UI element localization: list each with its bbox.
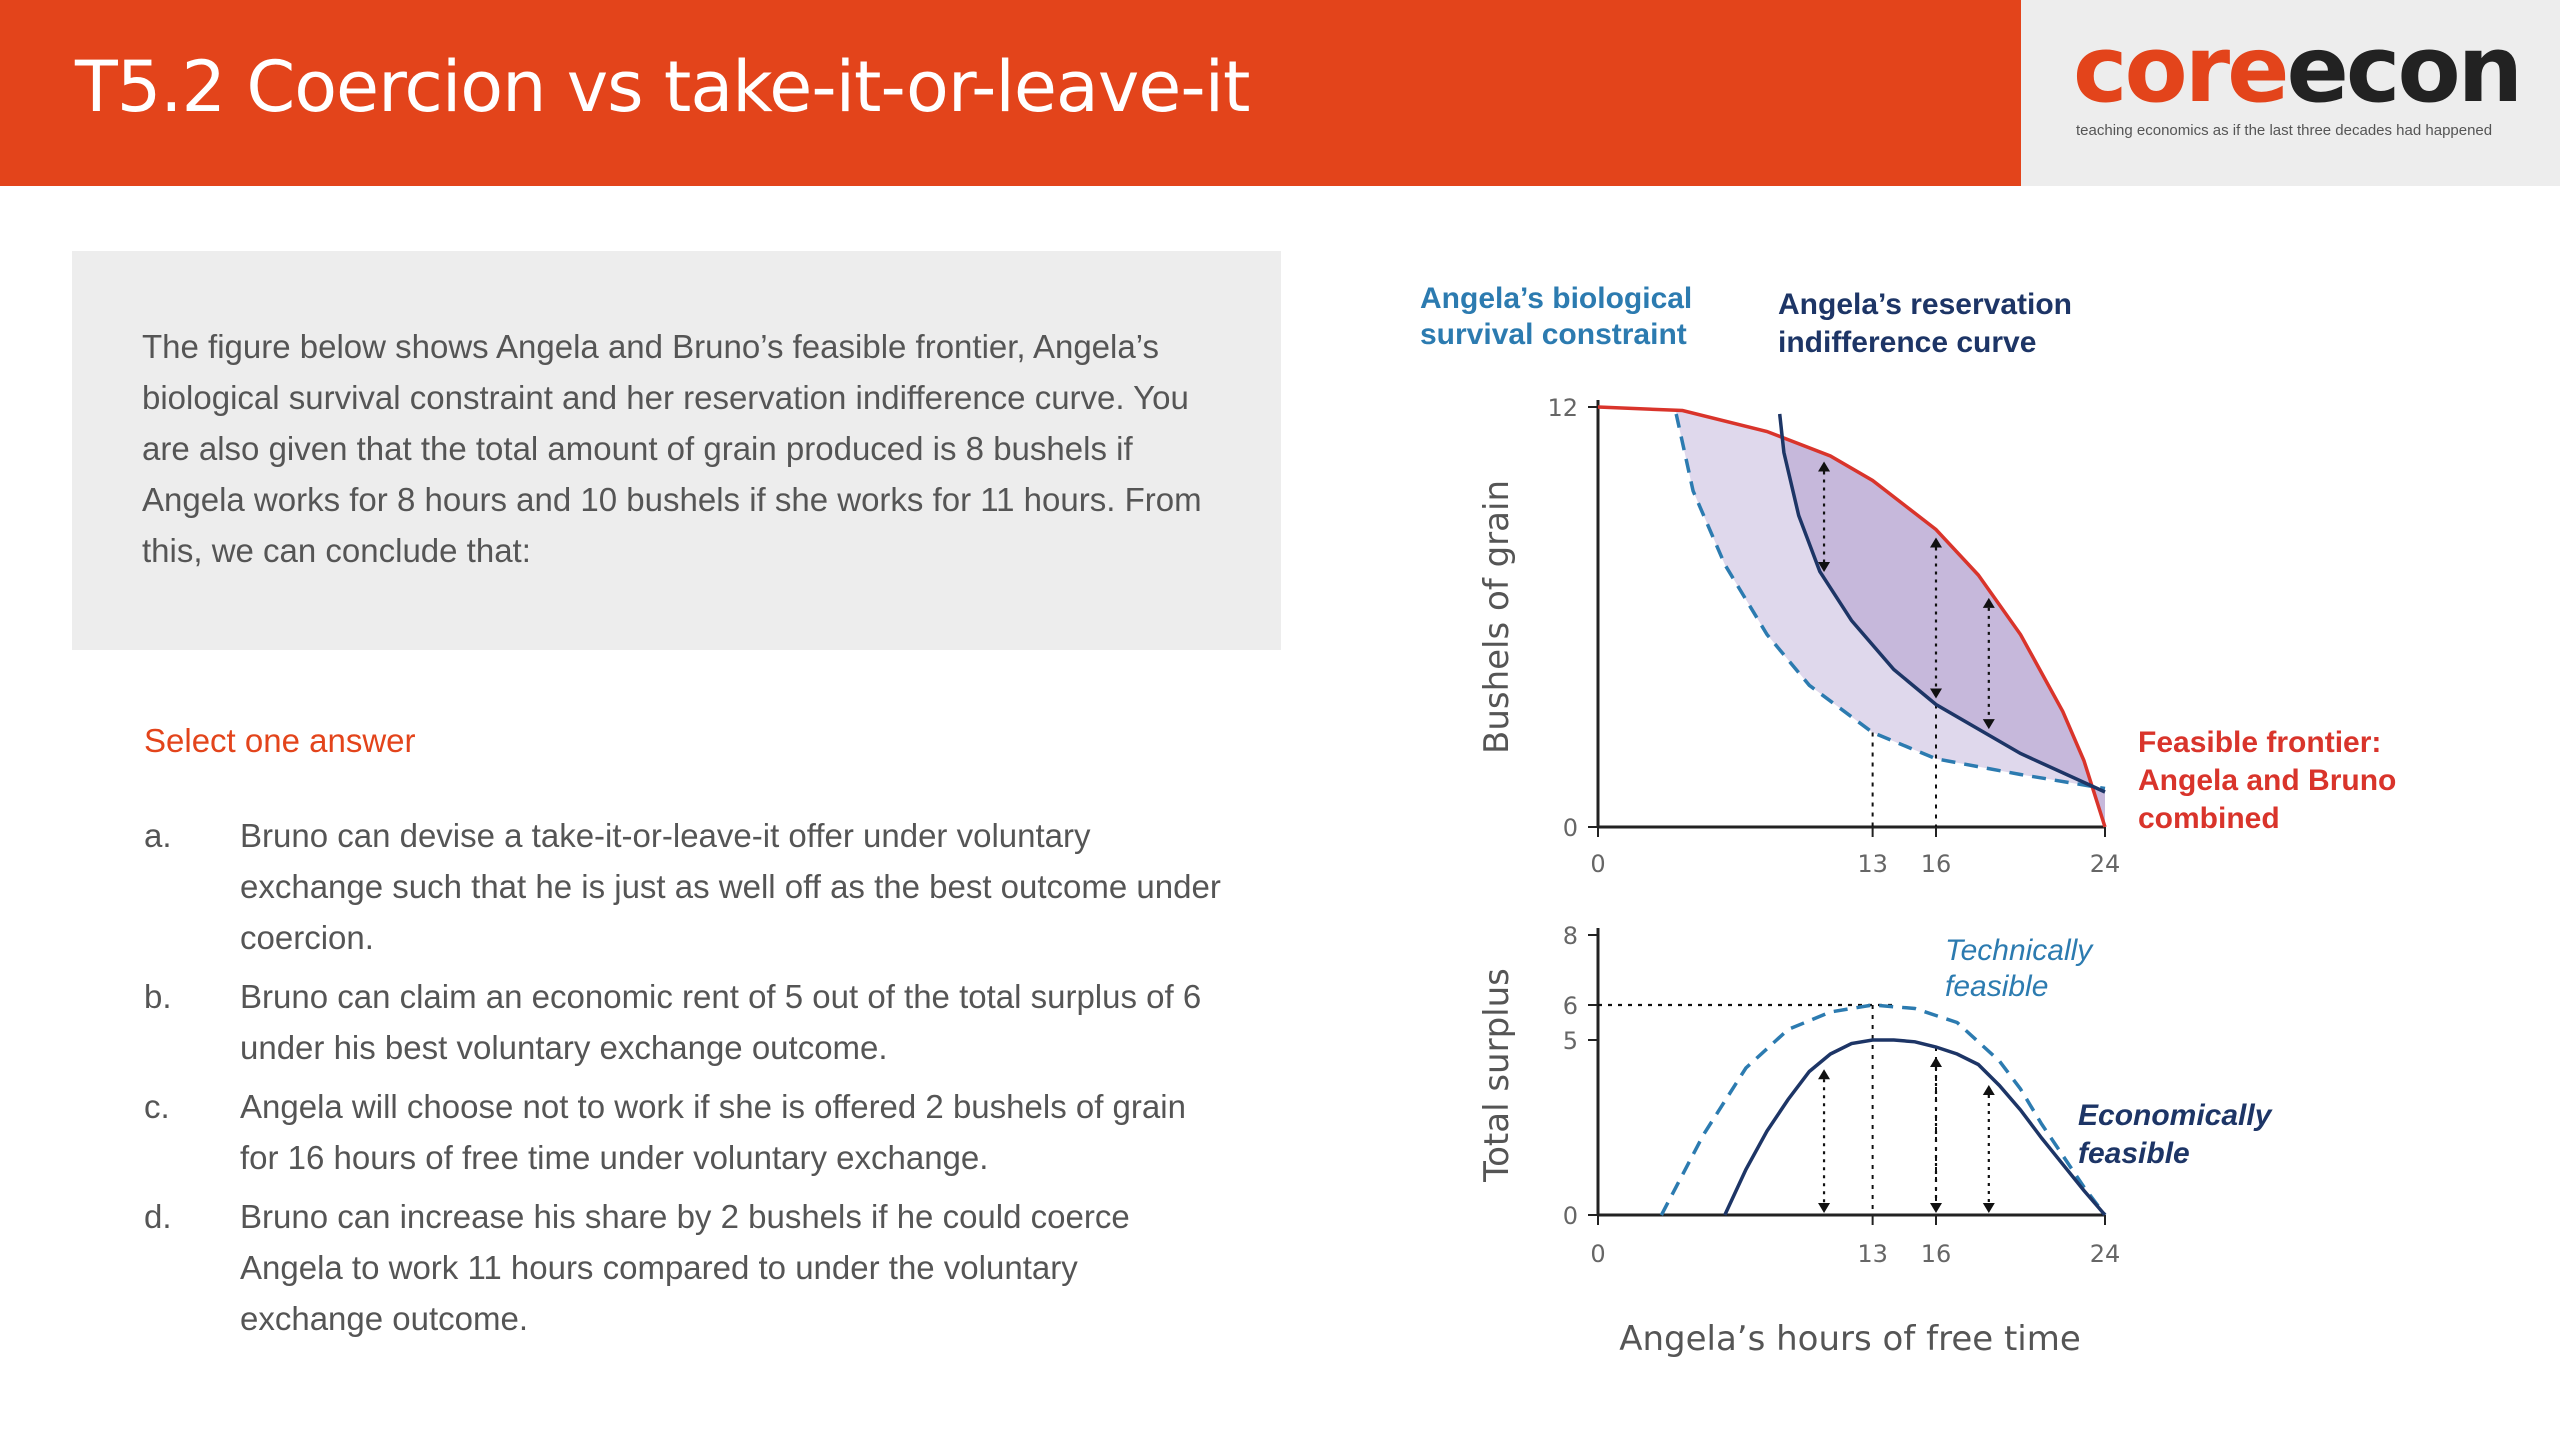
top-x-tick-label: 16 [1920,850,1952,878]
page-title: T5.2 Coercion vs take-it-or-leave-it [75,46,1250,128]
economically-feasible-label: feasible [2078,1137,2190,1170]
option-letter: a. [144,817,172,854]
arrow-head [1983,1203,1995,1213]
arrow-head [1818,1203,1830,1213]
frontier-label: combined [2138,802,2280,835]
bottom-x-tick-label: 16 [1920,1240,1952,1268]
option-letter: d. [144,1198,172,1235]
bottom-y-axis-label: Total surplus [1477,968,1517,1182]
option-letter: b. [144,978,172,1015]
logo-econ-text: econ [2286,16,2521,123]
technically-feasible-label: feasible [1945,970,2049,1003]
option-text: Bruno can devise a take-it-or-leave-it offer under voluntary exchange such that he is just as well off as the best outcome under coercion. [240,817,1221,956]
technically-feasible-curve [1661,1005,2105,1215]
option-text: Bruno can claim an economic rent of 5 out of the total surplus of 6 under his best voluntary exchange outcome. [240,978,1202,1066]
bottom-x-tick-label: 24 [2089,1240,2121,1268]
top-x-tick-label: 24 [2089,850,2121,878]
frontier-label: Angela and Bruno [2138,764,2397,797]
top-y-tick-label: 12 [1547,394,1578,422]
logo-core-text: core [2073,16,2287,123]
technically-feasible-label: Technically [1945,934,2093,967]
bottom-y-tick-label: 6 [1562,992,1578,1020]
survival-constraint-label: survival constraint [1420,318,1687,351]
option-text: Angela will choose not to work if she is offered 2 bushels of grain for 16 hours of free time under voluntary exchange. [240,1088,1186,1176]
question-text: The figure below shows Angela and Bruno’s feasible frontier, Angela’s biological survival constraint and her reservation indifference curve. You are also given that the total amount of grain produced is 8 bushels if Angela works for 8 hours and 10 bushels if she works for 11 hours. From this, we can conclude that: [142,328,1202,569]
arrow-head [1983,1085,1995,1095]
arrow-head [1818,1069,1830,1079]
select-answer-label: Select one answer [144,722,416,759]
reservation-curve-label: indifference curve [1778,326,2037,359]
bottom-y-tick-label: 0 [1562,1202,1578,1230]
top-x-tick-label: 0 [1590,850,1606,878]
option-letter: c. [144,1088,170,1125]
x-axis-label: Angela’s hours of free time [1619,1319,2081,1359]
logo-tagline: teaching economics as if the last three decades had happened [2076,122,2493,139]
top-y-tick-label: 0 [1562,814,1578,842]
reservation-curve-label: Angela’s reservation [1778,288,2073,321]
bottom-y-tick-label: 5 [1562,1027,1578,1055]
bottom-x-tick-label: 0 [1590,1240,1606,1268]
top-x-tick-label: 13 [1857,850,1888,878]
survival-constraint-label: Angela’s biological [1420,282,1693,315]
economically-feasible-curve [1725,1040,2105,1215]
bottom-x-tick-label: 13 [1857,1240,1888,1268]
frontier-label: Feasible frontier: [2138,726,2382,759]
option-text: Bruno can increase his share by 2 bushels if he could coerce Angela to work 11 hours compared to under the voluntary exchange outcome. [240,1198,1130,1337]
arrow-head [1930,1203,1942,1213]
economically-feasible-label: Economically [2078,1099,2272,1132]
bottom-y-tick-label: 8 [1562,922,1578,950]
arrow-head [1930,1057,1942,1067]
top-y-axis-label: Bushels of grain [1477,480,1517,754]
